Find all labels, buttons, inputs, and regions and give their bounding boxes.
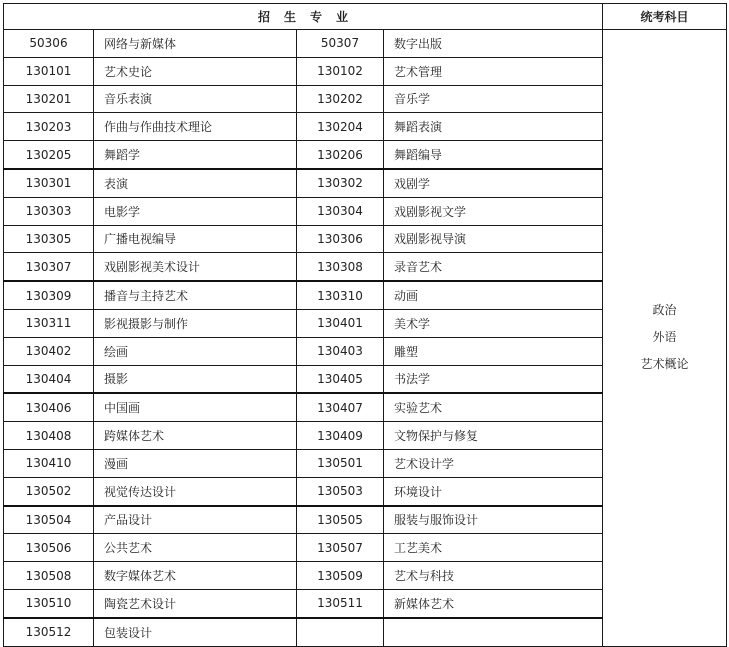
exam-subjects-cell xyxy=(603,30,727,647)
major-code: 130508 xyxy=(4,562,94,590)
majors-header: 招生专业 xyxy=(4,4,603,30)
major-name: 艺术与科技 xyxy=(384,562,603,590)
majors-table xyxy=(3,3,727,647)
major-code: 130503 xyxy=(297,477,384,505)
major-name: 戏剧影视导演 xyxy=(384,225,603,253)
major-code: 130304 xyxy=(297,197,384,225)
major-code: 130404 xyxy=(4,365,94,393)
major-code: 50306 xyxy=(4,30,94,58)
major-code: 130509 xyxy=(297,562,384,590)
major-name: 书法学 xyxy=(384,365,603,393)
major-code: 130203 xyxy=(4,113,94,141)
major-code: 130301 xyxy=(4,169,94,197)
major-name: 网络与新媒体 xyxy=(94,30,297,58)
major-name: 播音与主持艺术 xyxy=(94,281,297,309)
major-name: 戏剧影视美术设计 xyxy=(94,253,297,281)
major-name: 文物保护与修复 xyxy=(384,422,603,450)
major-name: 动画 xyxy=(384,281,603,309)
major-name: 舞蹈学 xyxy=(94,141,297,169)
major-name: 作曲与作曲技术理论 xyxy=(94,113,297,141)
major-code xyxy=(297,618,384,646)
table-row xyxy=(4,30,727,58)
major-code: 130101 xyxy=(4,57,94,85)
major-name: 跨媒体艺术 xyxy=(94,422,297,450)
major-name: 服装与服饰设计 xyxy=(384,506,603,534)
major-name: 漫画 xyxy=(94,449,297,477)
major-name: 艺术设计学 xyxy=(384,449,603,477)
major-code: 130406 xyxy=(4,393,94,421)
majors-table-body xyxy=(4,30,727,647)
major-code: 130206 xyxy=(297,141,384,169)
major-name: 实验艺术 xyxy=(384,393,603,421)
major-name: 产品设计 xyxy=(94,506,297,534)
major-name: 数字媒体艺术 xyxy=(94,562,297,590)
major-name xyxy=(384,618,603,646)
major-code: 130306 xyxy=(297,225,384,253)
major-name: 公共艺术 xyxy=(94,534,297,562)
major-code: 130102 xyxy=(297,57,384,85)
exam-subject: 外语 xyxy=(652,330,677,345)
major-name: 包装设计 xyxy=(94,618,297,646)
major-name: 环境设计 xyxy=(384,477,603,505)
major-name: 陶瓷艺术设计 xyxy=(94,589,297,617)
exam-subjects-header: 统考科目 xyxy=(603,4,727,30)
major-name: 戏剧影视文学 xyxy=(384,197,603,225)
major-name: 中国画 xyxy=(94,393,297,421)
major-code: 130407 xyxy=(297,393,384,421)
major-code: 130201 xyxy=(4,85,94,113)
major-code: 130501 xyxy=(297,449,384,477)
header-row xyxy=(4,4,727,30)
major-code: 130311 xyxy=(4,309,94,337)
major-name: 录音艺术 xyxy=(384,253,603,281)
major-name: 美术学 xyxy=(384,309,603,337)
major-code: 130309 xyxy=(4,281,94,309)
major-code: 130305 xyxy=(4,225,94,253)
major-code: 130408 xyxy=(4,422,94,450)
major-name: 音乐表演 xyxy=(94,85,297,113)
exam-subject: 政治 xyxy=(652,303,677,318)
majors-table-wrapper xyxy=(3,3,727,647)
major-code: 130502 xyxy=(4,477,94,505)
major-code: 130303 xyxy=(4,197,94,225)
major-code: 130204 xyxy=(297,113,384,141)
major-code: 130310 xyxy=(297,281,384,309)
major-name: 影视摄影与制作 xyxy=(94,309,297,337)
major-name: 音乐学 xyxy=(384,85,603,113)
major-code: 130205 xyxy=(4,141,94,169)
major-name: 雕塑 xyxy=(384,337,603,365)
major-code: 130401 xyxy=(297,309,384,337)
major-name: 视觉传达设计 xyxy=(94,477,297,505)
major-name: 表演 xyxy=(94,169,297,197)
major-name: 戏剧学 xyxy=(384,169,603,197)
major-code: 130510 xyxy=(4,589,94,617)
exam-subject: 艺术概论 xyxy=(640,357,689,372)
major-code: 50307 xyxy=(297,30,384,58)
major-name: 电影学 xyxy=(94,197,297,225)
major-code: 130506 xyxy=(4,534,94,562)
major-code: 130307 xyxy=(4,253,94,281)
major-name: 绘画 xyxy=(94,337,297,365)
major-code: 130504 xyxy=(4,506,94,534)
major-code: 130402 xyxy=(4,337,94,365)
major-code: 130410 xyxy=(4,449,94,477)
major-code: 130505 xyxy=(297,506,384,534)
major-code: 130512 xyxy=(4,618,94,646)
major-code: 130409 xyxy=(297,422,384,450)
major-code: 130202 xyxy=(297,85,384,113)
major-name: 广播电视编导 xyxy=(94,225,297,253)
major-code: 130308 xyxy=(297,253,384,281)
major-code: 130511 xyxy=(297,589,384,617)
major-name: 舞蹈表演 xyxy=(384,113,603,141)
major-name: 舞蹈编导 xyxy=(384,141,603,169)
major-name: 摄影 xyxy=(94,365,297,393)
major-code: 130403 xyxy=(297,337,384,365)
major-code: 130302 xyxy=(297,169,384,197)
major-code: 130507 xyxy=(297,534,384,562)
major-name: 新媒体艺术 xyxy=(384,589,603,617)
major-name: 艺术史论 xyxy=(94,57,297,85)
major-name: 数字出版 xyxy=(384,30,603,58)
major-name: 工艺美术 xyxy=(384,534,603,562)
major-name: 艺术管理 xyxy=(384,57,603,85)
major-code: 130405 xyxy=(297,365,384,393)
